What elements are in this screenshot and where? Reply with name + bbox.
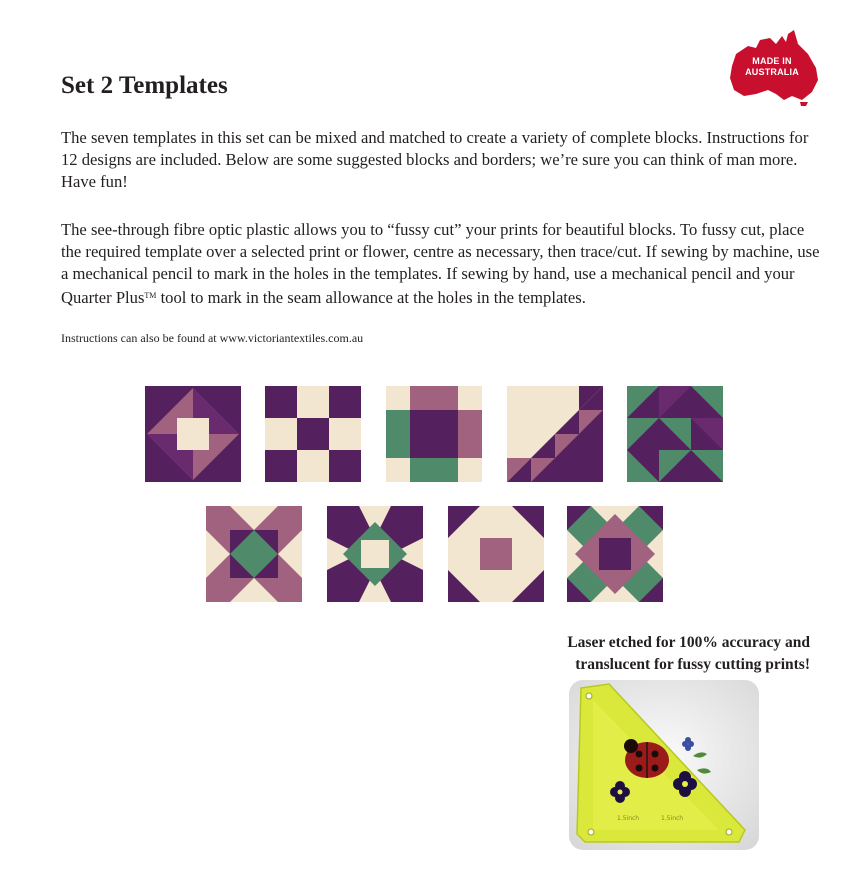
quilt-block-7: [327, 506, 423, 602]
quilt-block-9: [567, 506, 663, 602]
quilt-block-4: [507, 386, 603, 482]
etched-label-2: 1.5inch: [661, 815, 684, 822]
etched-label-1: 1.5inch: [617, 815, 640, 822]
instructions-text-end: tool to mark in the seam allowance at the holes in the templates.: [156, 288, 586, 307]
yellow-triangle-template-with-ladybug-icon: [569, 680, 759, 850]
badge-line-2: AUSTRALIA: [745, 67, 799, 77]
caption-line-1: Laser etched for 100% accuracy and: [567, 634, 810, 651]
accuracy-caption: [470, 632, 810, 676]
website-note: Instructions can also be found at www.victoriantextiles.com.au: [61, 331, 364, 345]
quilt-block-8: [448, 506, 544, 602]
page-title: Set 2 Templates: [61, 72, 228, 99]
quilt-block-3: [386, 386, 482, 482]
badge-line-1: MADE IN: [752, 56, 792, 66]
trademark-mark: TM: [144, 291, 157, 300]
quilt-block-1: [145, 386, 241, 482]
quilt-block-5: [627, 386, 723, 482]
intro-paragraph: The seven templates in this set can be mixed and matched to create a variety of complete blocks. Instructions for 12 designs are included. Below are some suggested blocks and borders; we’re sure you can think of man more. Have fun!: [61, 128, 809, 191]
quilt-block-2: [265, 386, 361, 482]
made-in-australia-badge: [731, 56, 813, 78]
instructions-paragraph: [61, 219, 821, 309]
caption-line-2: translucent for fussy cutting prints!: [575, 656, 810, 673]
quilt-block-6: [206, 506, 302, 602]
instructions-text: The see-through fibre optic plastic allows you to “fussy cut” your prints for beautiful blocks. To fussy cut, place the required template over a selected print or flower, centre as necessary, then trace/cut. If sewing by machine, use a mechanical pencil to mark in the holes in the templates. If sewing by hand, use a mechanical pencil and your Quarter Plus: [61, 220, 820, 307]
